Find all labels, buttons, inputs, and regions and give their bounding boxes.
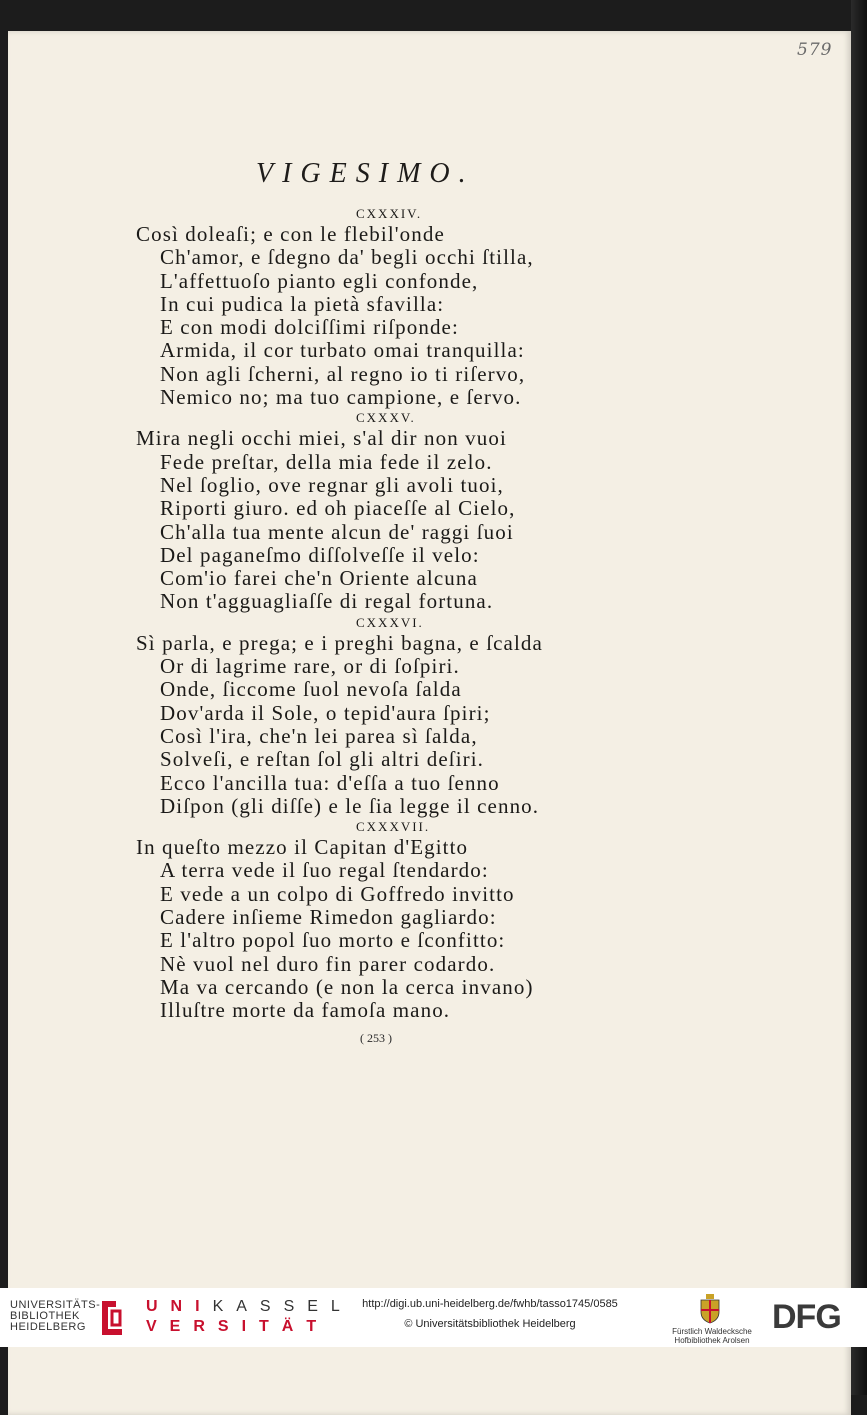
dfg-logo: DFG: [772, 1298, 841, 1336]
stanza-number: CXXXV.: [356, 410, 416, 426]
verse-line: Dov'arda il Sole, o tepid'aura ſpiri;: [160, 700, 491, 725]
verse-line: E con modi dolciſſimi riſponde:: [160, 315, 459, 340]
poem-text: [136, 205, 656, 1023]
verse-line: Non agli ſcherni, al regno io ti riſervo,: [160, 361, 526, 386]
verse-line: In cui pudica la pietà sfavilla:: [160, 291, 445, 316]
source-url-link[interactable]: http://digi.ub.uni-heidelberg.de/fwhb/tasso1745/0585: [362, 1298, 618, 1310]
verse-line: Così doleaſi; e con le flebil'onde: [136, 222, 445, 246]
heidelberg-logo-icon: [96, 1297, 126, 1339]
verse-line: E l'altro popol ſuo morto e ſconfitto:: [160, 928, 506, 953]
verse-line: Sì parla, e prega; e i preghi bagna, e ſcalda: [136, 630, 543, 655]
verse-line: Riporti giuro. ed oh piaceſſe al Cielo,: [160, 496, 516, 521]
stanza-number: CXXXIV.: [356, 206, 423, 221]
page-number: ( 253 ): [360, 1031, 392, 1045]
stanza-number: CXXXVII.: [356, 819, 431, 835]
verse-line: L'affettuoſo pianto egli confonde,: [160, 268, 479, 293]
verse-line: Mira negli occhi miei, s'al dir non vuoi: [136, 426, 507, 451]
verse-line: In queſto mezzo il Capitan d'Egitto: [136, 835, 469, 860]
verse-line: Fede preſtar, della mia fede il zelo.: [160, 449, 493, 474]
verse-line: Ch'amor, e ſdegno da' begli occhi ſtilla,: [160, 245, 534, 270]
kassel-uni: UNI: [146, 1298, 213, 1315]
page-edge-shadow: [851, 0, 867, 1395]
verse-line: Ecco l'ancilla tua: d'eſſa a tuo ſenno: [160, 770, 500, 795]
verse-line: Com'io farei che'n Oriente alcuna: [160, 566, 478, 591]
verse-line: A terra vede il ſuo regal ſtendardo:: [160, 858, 489, 883]
waldeck-crest-icon: [699, 1294, 721, 1324]
kassel-university-logo: [146, 1297, 353, 1337]
verse-line: Ma va cercando (e non la cerca invano): [160, 974, 534, 999]
stanza-number: CXXXVI.: [356, 614, 424, 630]
verse-line: Solveſi, e reſtan ſol gli altri deſiri.: [160, 747, 485, 772]
arolsen-library-name: [666, 1327, 758, 1345]
verse-line: Cadere inſieme Rimedon gagliardo:: [160, 905, 497, 930]
verse-line: Del paganeſmo diſſolveſſe il velo:: [160, 542, 480, 567]
uni-hd-line-2: BIBLIOTHEK: [10, 1310, 80, 1322]
verse-line: Onde, ſiccome ſuol nevoſa ſalda: [160, 677, 462, 702]
verse-line: Nè vuol nel duro fin parer codardo.: [160, 951, 496, 976]
verse-line: Non t'agguagliaſſe di regal fortuna.: [160, 589, 494, 614]
verse-line: Così l'ira, che'n lei parea sì ſalda,: [160, 723, 478, 748]
kassel-name: KASSEL: [212, 1298, 353, 1315]
uni-hd-line-1: UNIVERSITÄTS-: [10, 1299, 101, 1311]
arolsen-line-1: Fürstlich Waldecksche: [672, 1327, 752, 1336]
verse-line: Illuſtre morte da famoſa mano.: [160, 998, 451, 1023]
verse-line: Nemico no; ma tuo campione, e ſervo.: [160, 385, 522, 410]
verse-line: Nel ſoglio, ove regnar gli avoli tuoi,: [160, 472, 504, 497]
heidelberg-library-name: [10, 1300, 100, 1333]
kassel-versitat: VERSITÄT: [146, 1318, 330, 1335]
verse-line: E vede a un colpo di Goffredo invitto: [160, 881, 515, 906]
page-title: VIGESIMO.: [256, 158, 475, 189]
copyright-text: © Universitätsbibliothek Heidelberg: [404, 1318, 576, 1330]
verse-line: Or di lagrime rare, or di ſoſpiri.: [160, 654, 460, 679]
verse-line: Armida, il cor turbato omai tranquilla:: [160, 338, 525, 363]
arolsen-line-2: Hofbibliothek Arolsen: [674, 1336, 750, 1345]
uni-hd-line-3: HEIDELBERG: [10, 1321, 86, 1333]
verse-line: Diſpon (gli diſſe) e le ſia legge il cenno.: [160, 793, 540, 818]
folio-number: 579: [797, 40, 833, 60]
verse-line: Ch'alla tua mente alcun de' raggi ſuoi: [160, 519, 514, 544]
